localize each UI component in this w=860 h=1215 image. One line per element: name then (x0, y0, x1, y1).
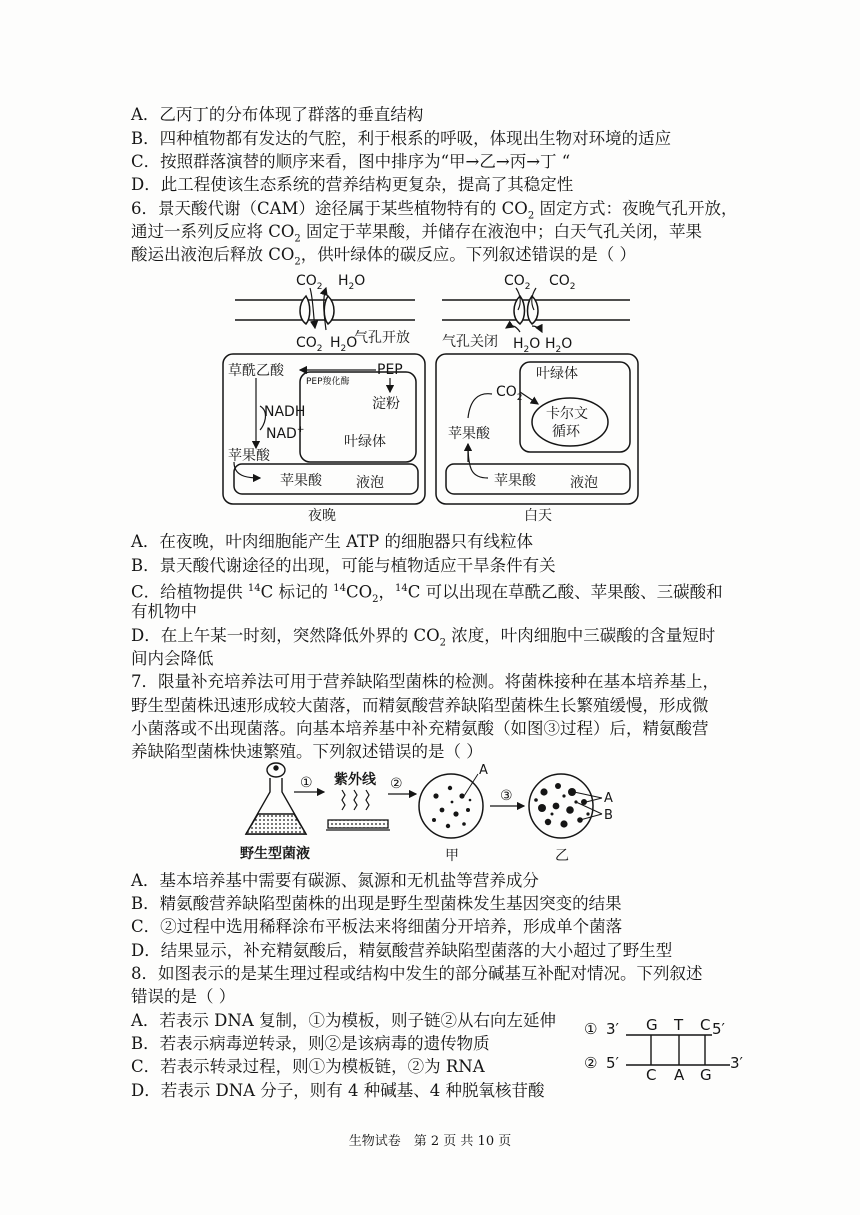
night-epidermis (235, 296, 630, 324)
plate-jia (419, 774, 483, 838)
stomata-closed-label: 气孔关闭 (442, 334, 498, 350)
q5-option-a: A．乙丙丁的分布体现了群落的垂直结构 (131, 105, 424, 124)
q6-option-c-cont: 有机物中 (131, 602, 197, 621)
q5-option-b: B．四种植物都有发达的气腔，利于根系的呼吸，体现出生物对环境的适应 (131, 129, 672, 148)
bottom-base-3: G (700, 1066, 712, 1084)
co2-day-label-2: $CO_2$ (549, 273, 576, 292)
strand1-5prime: 5′ (712, 1020, 725, 1038)
top-base-1: G (646, 1016, 658, 1034)
chloroplast-day-label: 叶绿体 (536, 366, 578, 382)
top-base-2: T (674, 1016, 684, 1034)
label-a-yi: A (604, 791, 613, 806)
uv-label: 紫外线 (334, 772, 376, 788)
q8-option-d: D．若表示 DNA 分子，则有 4 种碱基、4 种脱氧核苷酸 (131, 1081, 545, 1100)
q8-option-a: A．若表示 DNA 复制，①为模板，则子链②从右向左延伸 (131, 1011, 556, 1030)
q7-option-a: A．基本培养基中需要有碳源、氮源和无机盐等营养成分 (131, 871, 539, 890)
gas-arrows (310, 288, 542, 332)
chloroplast-night-label: 叶绿体 (344, 434, 386, 450)
flask-icon (246, 763, 306, 834)
q6-option-d: D．在上午某一时刻，突然降低外界的 $CO_2$ 浓度，叶肉细胞中三碳酸的含量短时 (131, 626, 716, 649)
q7-option-c: C．②过程中选用稀释涂布平板法来将细菌分开培养，形成单个菌落 (131, 917, 623, 936)
vacuole-day-label: 液泡 (570, 475, 598, 491)
q8-option-c: C．若表示转录过程，则①为模板链，②为 RNA (131, 1057, 485, 1076)
plate-yi-label: 乙 (555, 848, 569, 864)
strand1-3prime: 3′ (606, 1020, 619, 1038)
q6-option-a: A．在夜晚，叶肉细胞能产生 ATP 的细胞器只有线粒体 (131, 532, 534, 551)
malate-night-label: 苹果酸 (228, 448, 270, 464)
co2-release-label: $CO_2$ (496, 384, 523, 403)
nad-label: NAD+ (266, 425, 305, 442)
bottom-base-2: A (674, 1066, 685, 1084)
oxaloacetate-label: 草酰乙酸 (228, 363, 284, 379)
co2-inside-label: $CO_2$ (296, 335, 323, 354)
pep-enzyme-label: PEP羧化酶 (306, 377, 350, 387)
q8-stem-line2: 错误的是（ ） (131, 987, 236, 1006)
pep-label: PEP (377, 362, 403, 378)
page-footer: 生物试卷 第 2 页 共 10 页 (348, 1134, 512, 1149)
stomata-open-label: 气孔开放 (354, 330, 410, 346)
night-label: 夜晚 (308, 508, 336, 524)
vacuole-night-label: 液泡 (356, 475, 384, 491)
q5-option-c: C．按照群落演替的顺序来看，图中排序为“甲→乙→丙→丁 “ (131, 152, 571, 171)
strand2-5prime: 5′ (606, 1054, 619, 1072)
q6-stem-line2: 通过一系列反应将 $CO_2$ 固定于苹果酸，并储存在液泡中；白天气孔关闭，苹果 (131, 222, 703, 245)
bottom-base-1: C (646, 1066, 657, 1084)
strand1-label: ① (584, 1020, 598, 1038)
q6-option-d-cont: 间内会降低 (131, 649, 214, 668)
q7-stem-line3: 小菌落或不出现菌落。向基本培养基中补充精氨酸（如图③过程）后，精氨酸营 (131, 719, 709, 738)
step1-label: ① (300, 775, 313, 791)
culture-diagram (238, 762, 628, 868)
label-a-jia: A (479, 763, 488, 778)
strand2-3prime: 3′ (730, 1054, 743, 1072)
step3-label: ③ (500, 788, 513, 804)
nadh-label: NADH (264, 404, 306, 420)
calvin-label-1: 卡尔文 (546, 406, 588, 422)
plate-jia-label: 甲 (445, 848, 459, 864)
h2o-out-label: $H_2O$ (338, 273, 366, 292)
q8-option-b: B．若表示病毒逆转录，则②是该病毒的遗传物质 (131, 1034, 490, 1053)
co2-in-label: $CO_2$ (296, 273, 323, 292)
day-label: 白天 (524, 508, 552, 524)
strand-lines (626, 1035, 730, 1065)
calvin-label-2: 循环 (552, 424, 580, 440)
co2-day-label-1: $CO_2$ (504, 273, 531, 292)
q5-option-d: D．此工程使该生态系统的营养结构更复杂，提高了其稳定性 (131, 175, 574, 194)
top-base-3: C (700, 1016, 711, 1034)
label-b-yi: B (604, 808, 613, 823)
base-pairing-diagram (582, 1008, 782, 1084)
uv-rays-icon (342, 790, 369, 810)
starch-label: 淀粉 (372, 396, 400, 412)
q7-option-d: D．结果显示，补充精氨酸后，精氨酸营养缺陷型菌落的大小超过了野生型 (131, 941, 673, 960)
q7-option-b: B．精氨酸营养缺陷型菌株的出现是野生型菌株发生基因突变的结果 (131, 894, 622, 913)
q8-stem-line1: 8．如图表示的是某生理过程或结构中发生的部分碱基互补配对情况。下列叙述 (131, 964, 703, 983)
malate-day-label: 苹果酸 (448, 426, 490, 442)
q7-stem-line4: 养缺陷型菌株快速繁殖。下列叙述错误的是（ ） (131, 742, 483, 761)
uv-plate (326, 820, 390, 830)
q6-option-b: B．景天酸代谢途径的出现，可能与植物适应干旱条件有关 (131, 556, 556, 575)
q6-option-c: C．给植物提供 $^{14}$C 标记的 $^{14}CO_2$，$^{14}$C 可以出现在草酰乙酸、苹果酸、三碳酸和 (131, 582, 723, 605)
strand2-label: ② (584, 1054, 598, 1072)
q6-stem-line3: 酸运出液泡后释放 $CO_2$，供叶绿体的碳反应。下列叙述错误的是（ ） (131, 245, 637, 268)
h2o-inside-label: $H_2O$ (330, 335, 358, 354)
step2-label: ② (390, 776, 403, 792)
malate-vacuole-night-label: 苹果酸 (280, 473, 322, 489)
cam-pathway-diagram (220, 266, 650, 528)
wild-type-label: 野生型菌液 (240, 846, 310, 862)
h2o-day-label-1: $H_2O$ (513, 336, 541, 355)
q7-stem-line2: 野生型菌株迅速形成较大菌落，而精氨酸营养缺陷型菌株生长繁殖缓慢，形成微 (131, 696, 709, 715)
malate-vacuole-day-label: 苹果酸 (494, 473, 536, 489)
q6-stem-line1: 6．景天酸代谢（CAM）途径属于某些植物特有的 $CO_2$ 固定方式：夜晚气孔开放， (131, 199, 738, 222)
h2o-day-label-2: $H_2O$ (545, 336, 573, 355)
q7-stem-line1: 7．限量补充培养法可用于营养缺陷型菌株的检测。将菌株接种在基本培养基上， (131, 672, 719, 691)
